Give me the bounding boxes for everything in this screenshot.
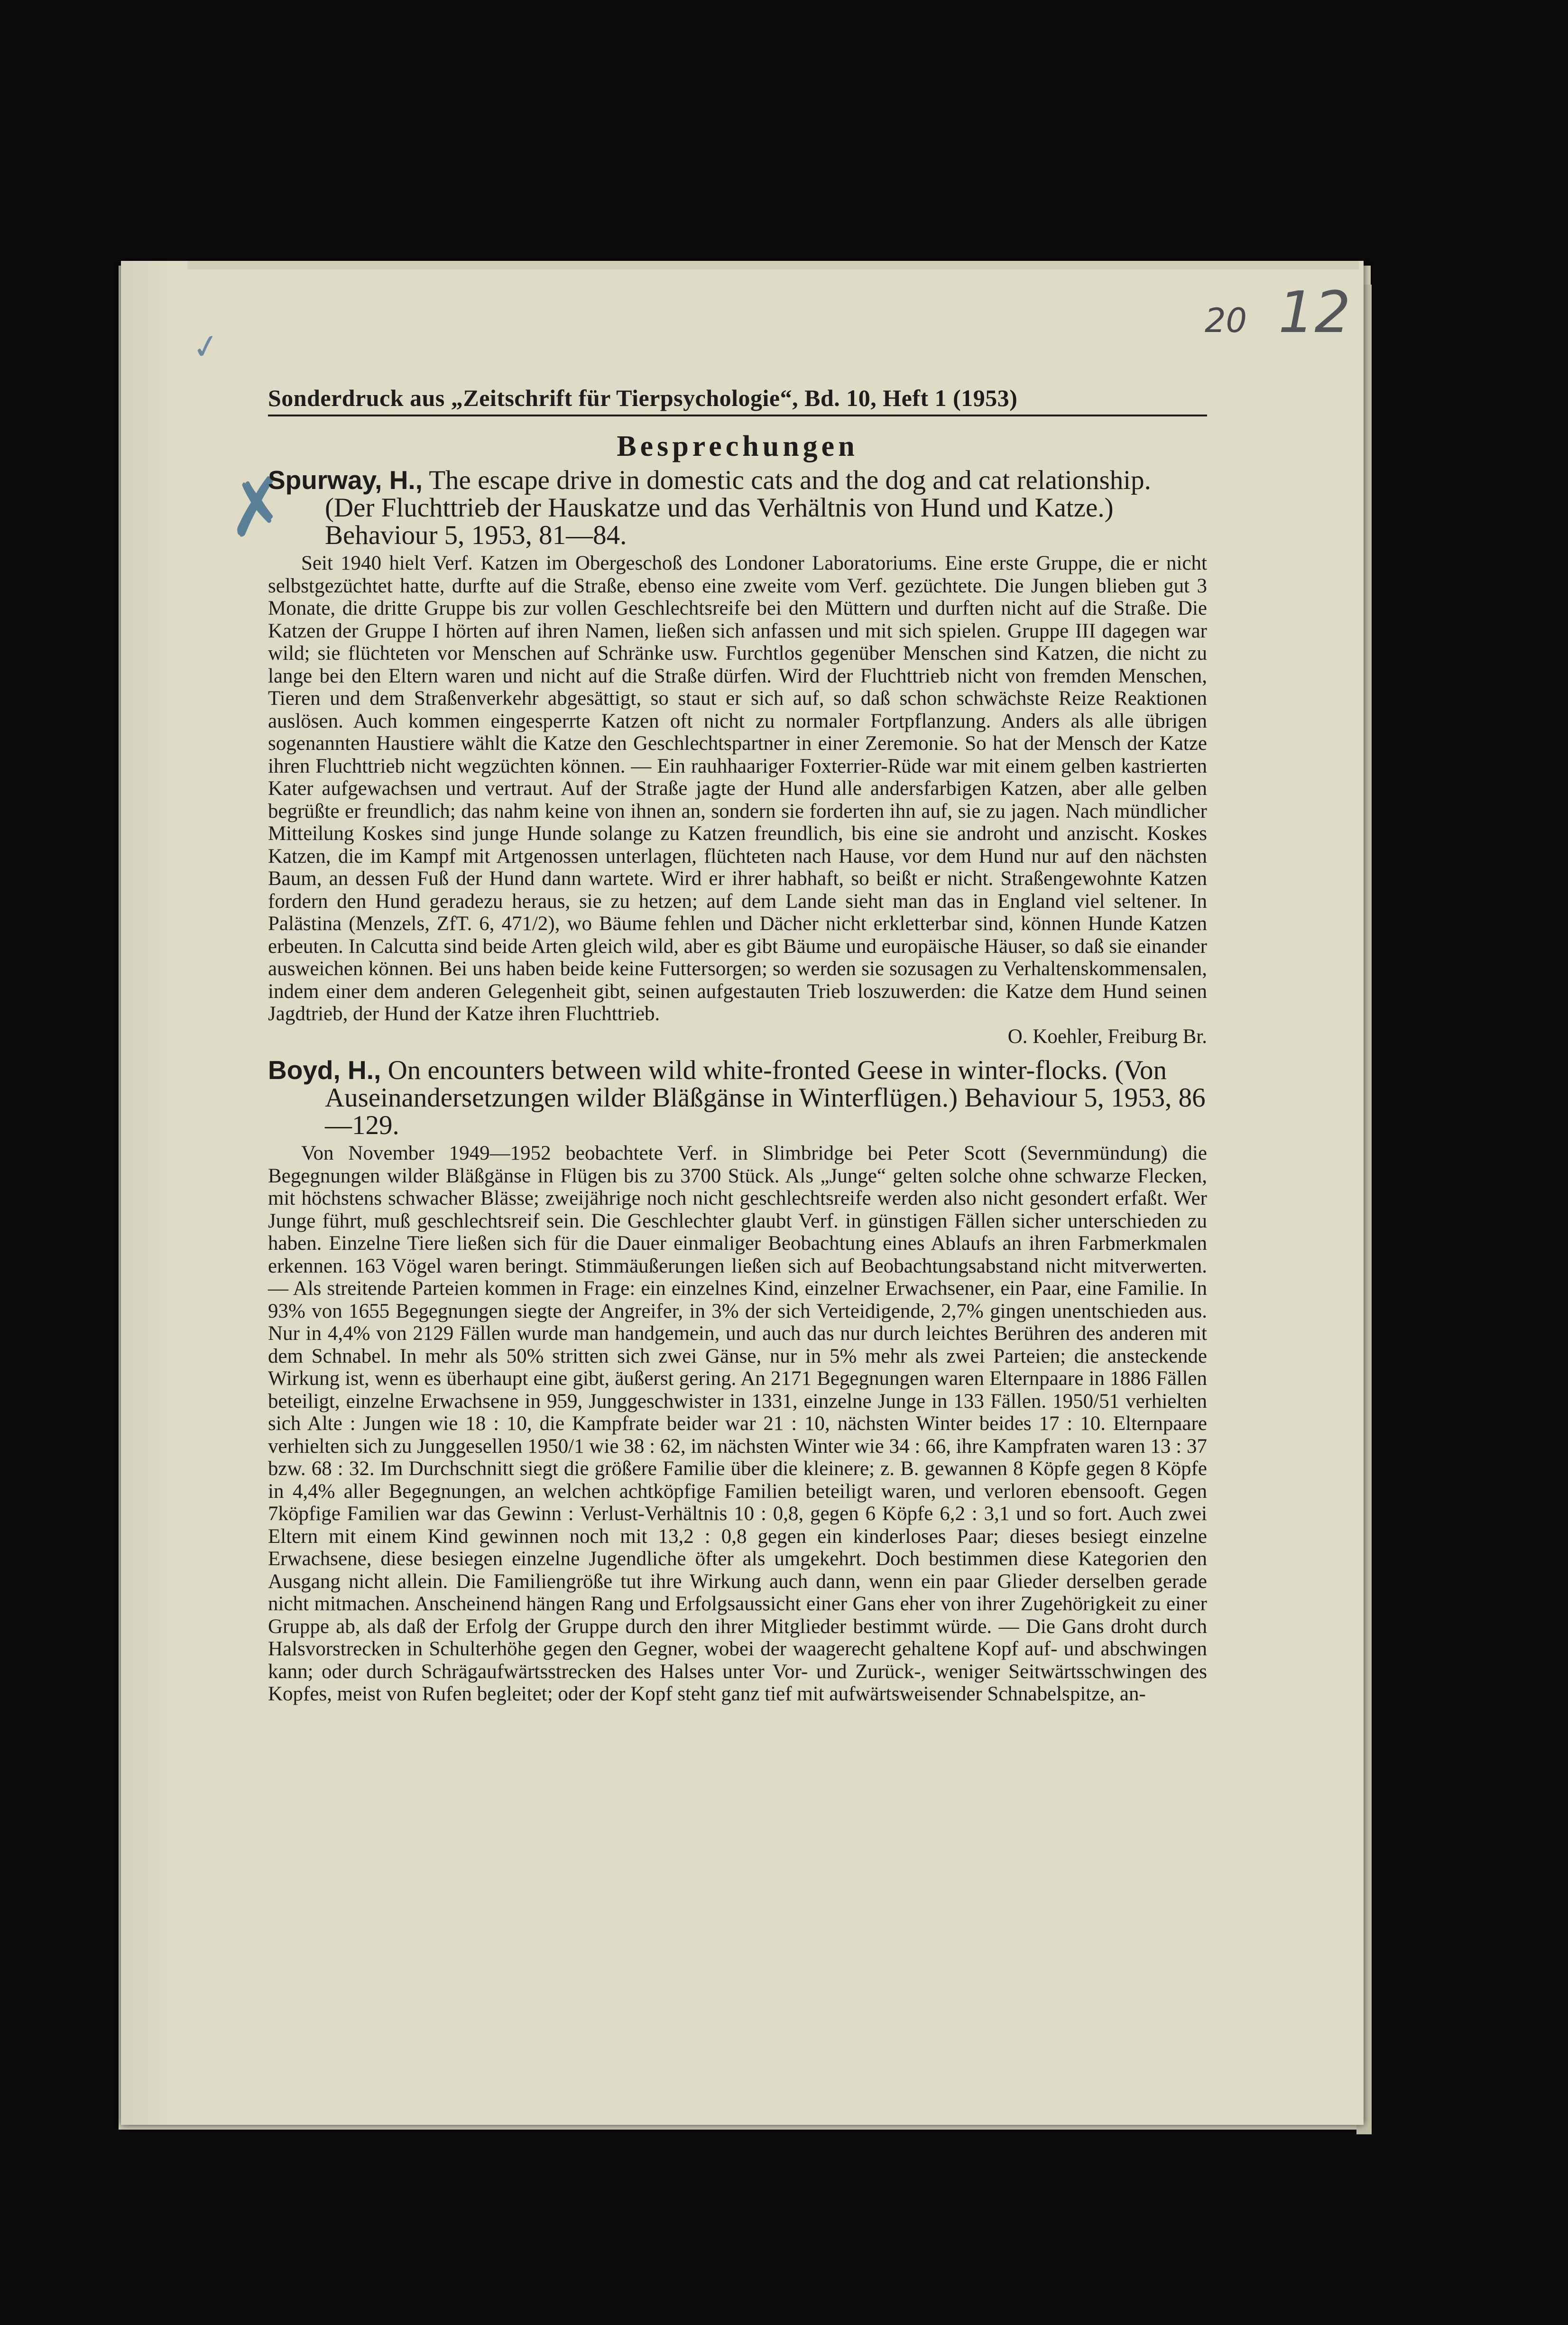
review-author: Boyd, H., <box>268 1055 381 1085</box>
page-top-edge <box>187 261 1359 269</box>
review-title: On encounters between wild white-fronted Geese in winter-flocks. (Von Auseinandersetzungen wilder Bläßgänse in Winterflügen.) Behaviour 5, 1953, 86—129. <box>325 1055 1206 1140</box>
pencil-number-a: 20 <box>1205 301 1247 340</box>
document-page <box>121 261 1364 2125</box>
page-binding-edge <box>121 261 173 2125</box>
pencil-number-b: 12 <box>1278 280 1351 346</box>
review-heading <box>268 1056 1207 1139</box>
pencil-cross-mark: ✗ <box>219 459 295 556</box>
review-heading <box>268 466 1207 549</box>
offprint-header: Sonderdruck aus „Zeitschrift für Tierpsychologie“, Bd. 10, Heft 1 (1953) <box>268 384 1207 416</box>
review-author: Spurway, H., <box>268 465 423 495</box>
review-title: The escape drive in domestic cats and the dog and cat relationship. (Der Fluchttrieb der Hauskatze und das Verhältnis von Hund und Katze.) Behaviour 5, 1953, 81—84. <box>325 465 1151 550</box>
review-signature: O. Koehler, Freiburg Br. <box>1007 1025 1207 1048</box>
review-body: Seit 1940 hielt Verf. Katzen im Obergeschoß des Londoner Laboratoriums. Eine erste Gruppe, die er nicht selbstgezüchtet hatte, durfte auf die Straße, ebenso eine zweite vom Verf. gezüchtete. Die Jungen blieben gut 3 Monate, die dritte Gruppe bis zur vollen Geschlechtsreife bei den Müttern und durften nicht auf die Straße. Die Katzen der Gruppe I hörten auf ihren Namen, ließen sich anfassen und mit sich spielen. Gruppe III dagegen war wild; sie flüchteten vor Menschen auf Schränke usw. Furchtlos gegenüber Menschen sind Katzen, die nicht zu lange bei den Eltern waren und nicht auf die Straße dürfen. Wird der Fluchttrieb nicht von fremden Menschen, Tieren und dem Straßenverkehr abgesättigt, so staut er sich auf, so daß schon schwächste Reize Reaktionen auslösen. Auch kommen eingesperrte Katzen oft nicht zu normaler Fortpflanzung. Anders als alle übrigen sogenannten Haustiere wählt die Katze den Geschlechtspartner in einer Zeremonie. So hat der Mensch der Katze ihren Fluchttrieb nicht wegzüchten können. — Ein rauhhaariger Foxterrier-Rüde war mit einem gelben kastrierten Kater aufgewachsen und vertraut. Auf der Straße jagte der Hund alle andersfarbigen Katzen, aber alle gelben begrüßte er freundlich; das nahm keine von ihnen an, sondern sie forderten ihn auf, sie zu jagen. Nach mündlicher Mitteilung Koskes sind junge Hunde solange zu Katzen freundlich, bis eine sie androht und anzischt. Koskes Katzen, die im Kampf mit Artgenossen unterlagen, flüchteten nach Hause, vor dem Hund nur auf den nächsten Baum, an dessen Fuß der Hund dann wartete. Wird er ihrer habhaft, so beißt er nicht. Straßengewohnte Katzen fordern den Hund geradezu heraus, sie zu hetzen; auf dem Lande sieht man das in England viel seltener. In Palästina (Menzels, ZfT. 6, 471/2), wo Bäume fehlen und Dächer nicht erkletterbar sind, können Hunde Katzen erbeuten. In Calcutta sind beide Arten gleich wild, aber es gibt Bäume und europäische Häuser, so daß sie einander ausweichen können. Bei uns haben beide keine Futtersorgen; so werden sie sozusagen zu Verhaltenskommensalen, indem einer dem anderen Gelegenheit gibt, seinen aufgestauten Trieb loszuwerden: die Katze dem Hund seinen Jagdtrieb, der Hund der Katze ihren Fluchttrieb. <box>268 552 1207 1025</box>
review-1 <box>268 466 1207 1048</box>
page-content <box>268 384 1207 1706</box>
section-title: Besprechungen <box>617 430 858 462</box>
review-body: Von November 1949—1952 beobachtete Verf. in Slimbridge bei Peter Scott (Severnmündung) die Begegnungen wilder Bläßgänse in Flügen bis zu 3700 Stück. Als „Junge“ gelten solche ohne schwarze Flecken, mit höchstens schwacher Blässe; zweijährige noch nicht geschlechtsreife werden also nicht gesondert erfaßt. Wer Junge führt, muß geschlechtsreif sein. Die Geschlechter glaubt Verf. in günstigen Fällen sicher unterschieden zu haben. Einzelne Tiere ließen sich für die Dauer einmaliger Beobachtung eines Ablaufs an ihren Farbmerkmalen erkennen. 163 Vögel waren beringt. Stimmäußerungen ließen sich auf Beobachtungsabstand nicht mitverwerten. — Als streitende Parteien kommen in Frage: ein einzelnes Kind, einzelner Erwachsener, ein Paar, eine Familie. In 93% von 1655 Begegnungen siegte der Angreifer, in 3% der sich Verteidigende, 2,7% gingen unentschieden aus. Nur in 4,4% von 2129 Fällen wurde man handgemein, und auch das nur durch leichtes Berühren des anderen mit dem Schnabel. In mehr als 50% stritten sich zwei Gänse, nur in 5% mehr als zwei Parteien; die ansteckende Wirkung ist, wenn es überhaupt eine gibt, äußerst gering. An 2171 Begegnungen waren Elternpaare in 1886 Fällen beteiligt, einzelne Erwachsene in 959, Junggeschwister in 1331, einzelne Junge in 133 Fällen. 1950/51 verhielten sich Alte : Jungen wie 18 : 10, die Kampfrate beider war 21 : 10, nächsten Winter beides 17 : 10. Elternpaare verhielten sich zu Junggesellen 1950/1 wie 38 : 62, im nächsten Winter wie 34 : 66, ihre Kampfraten waren 13 : 37 bzw. 68 : 32. Im Durchschnitt siegt die größere Familie über die kleinere; z. B. gewannen 8 Köpfe gegen 8 Köpfe in 4,4% aller Begegnungen, an welchen achtköpfige Familien beteiligt waren, und verloren ebensooft. Gegen 7köpfige Familien war das Gewinn : Verlust-Verhältnis 10 : 0,8, gegen 6 Köpfe 6,2 : 3,1 und so fort. Auch zwei Eltern mit einem Kind gewinnen noch mit 13,2 : 0,8 gegen ein kinderloses Paar; dieses besiegt einzelne Erwachsene, diese besiegen einzelne Jugendliche öfter als umgekehrt. Doch bestimmen diese Kategorien den Ausgang nicht allein. Die Familiengröße tut ihre Wirkung auch dann, wenn ein paar Glieder derselben gerade nicht mitmachen. Anscheinend hängen Rang und Erfolgsaussicht einer Gans eher von ihrer Zugehörigkeit zu einer Gruppe ab, als daß der Erfolg der Gruppe durch den ihrer Mitglieder bestimmt würde. — Die Gans droht durch Halsvorstrecken in Schulterhöhe gegen den Gegner, wobei der waagerecht gehaltene Kopf auf- und abschwingen kann; oder durch Schrägaufwärtsstrecken des Halses unter Vor- und Zurück-, weniger Seitwärtsschwingen des Kopfes, meist von Rufen begleitet; oder der Kopf steht ganz tief mit aufwärtsweisender Schnabelspitze, an- <box>268 1142 1207 1705</box>
review-2 <box>268 1056 1207 1706</box>
pencil-tick-mark: ✓ <box>189 325 223 369</box>
